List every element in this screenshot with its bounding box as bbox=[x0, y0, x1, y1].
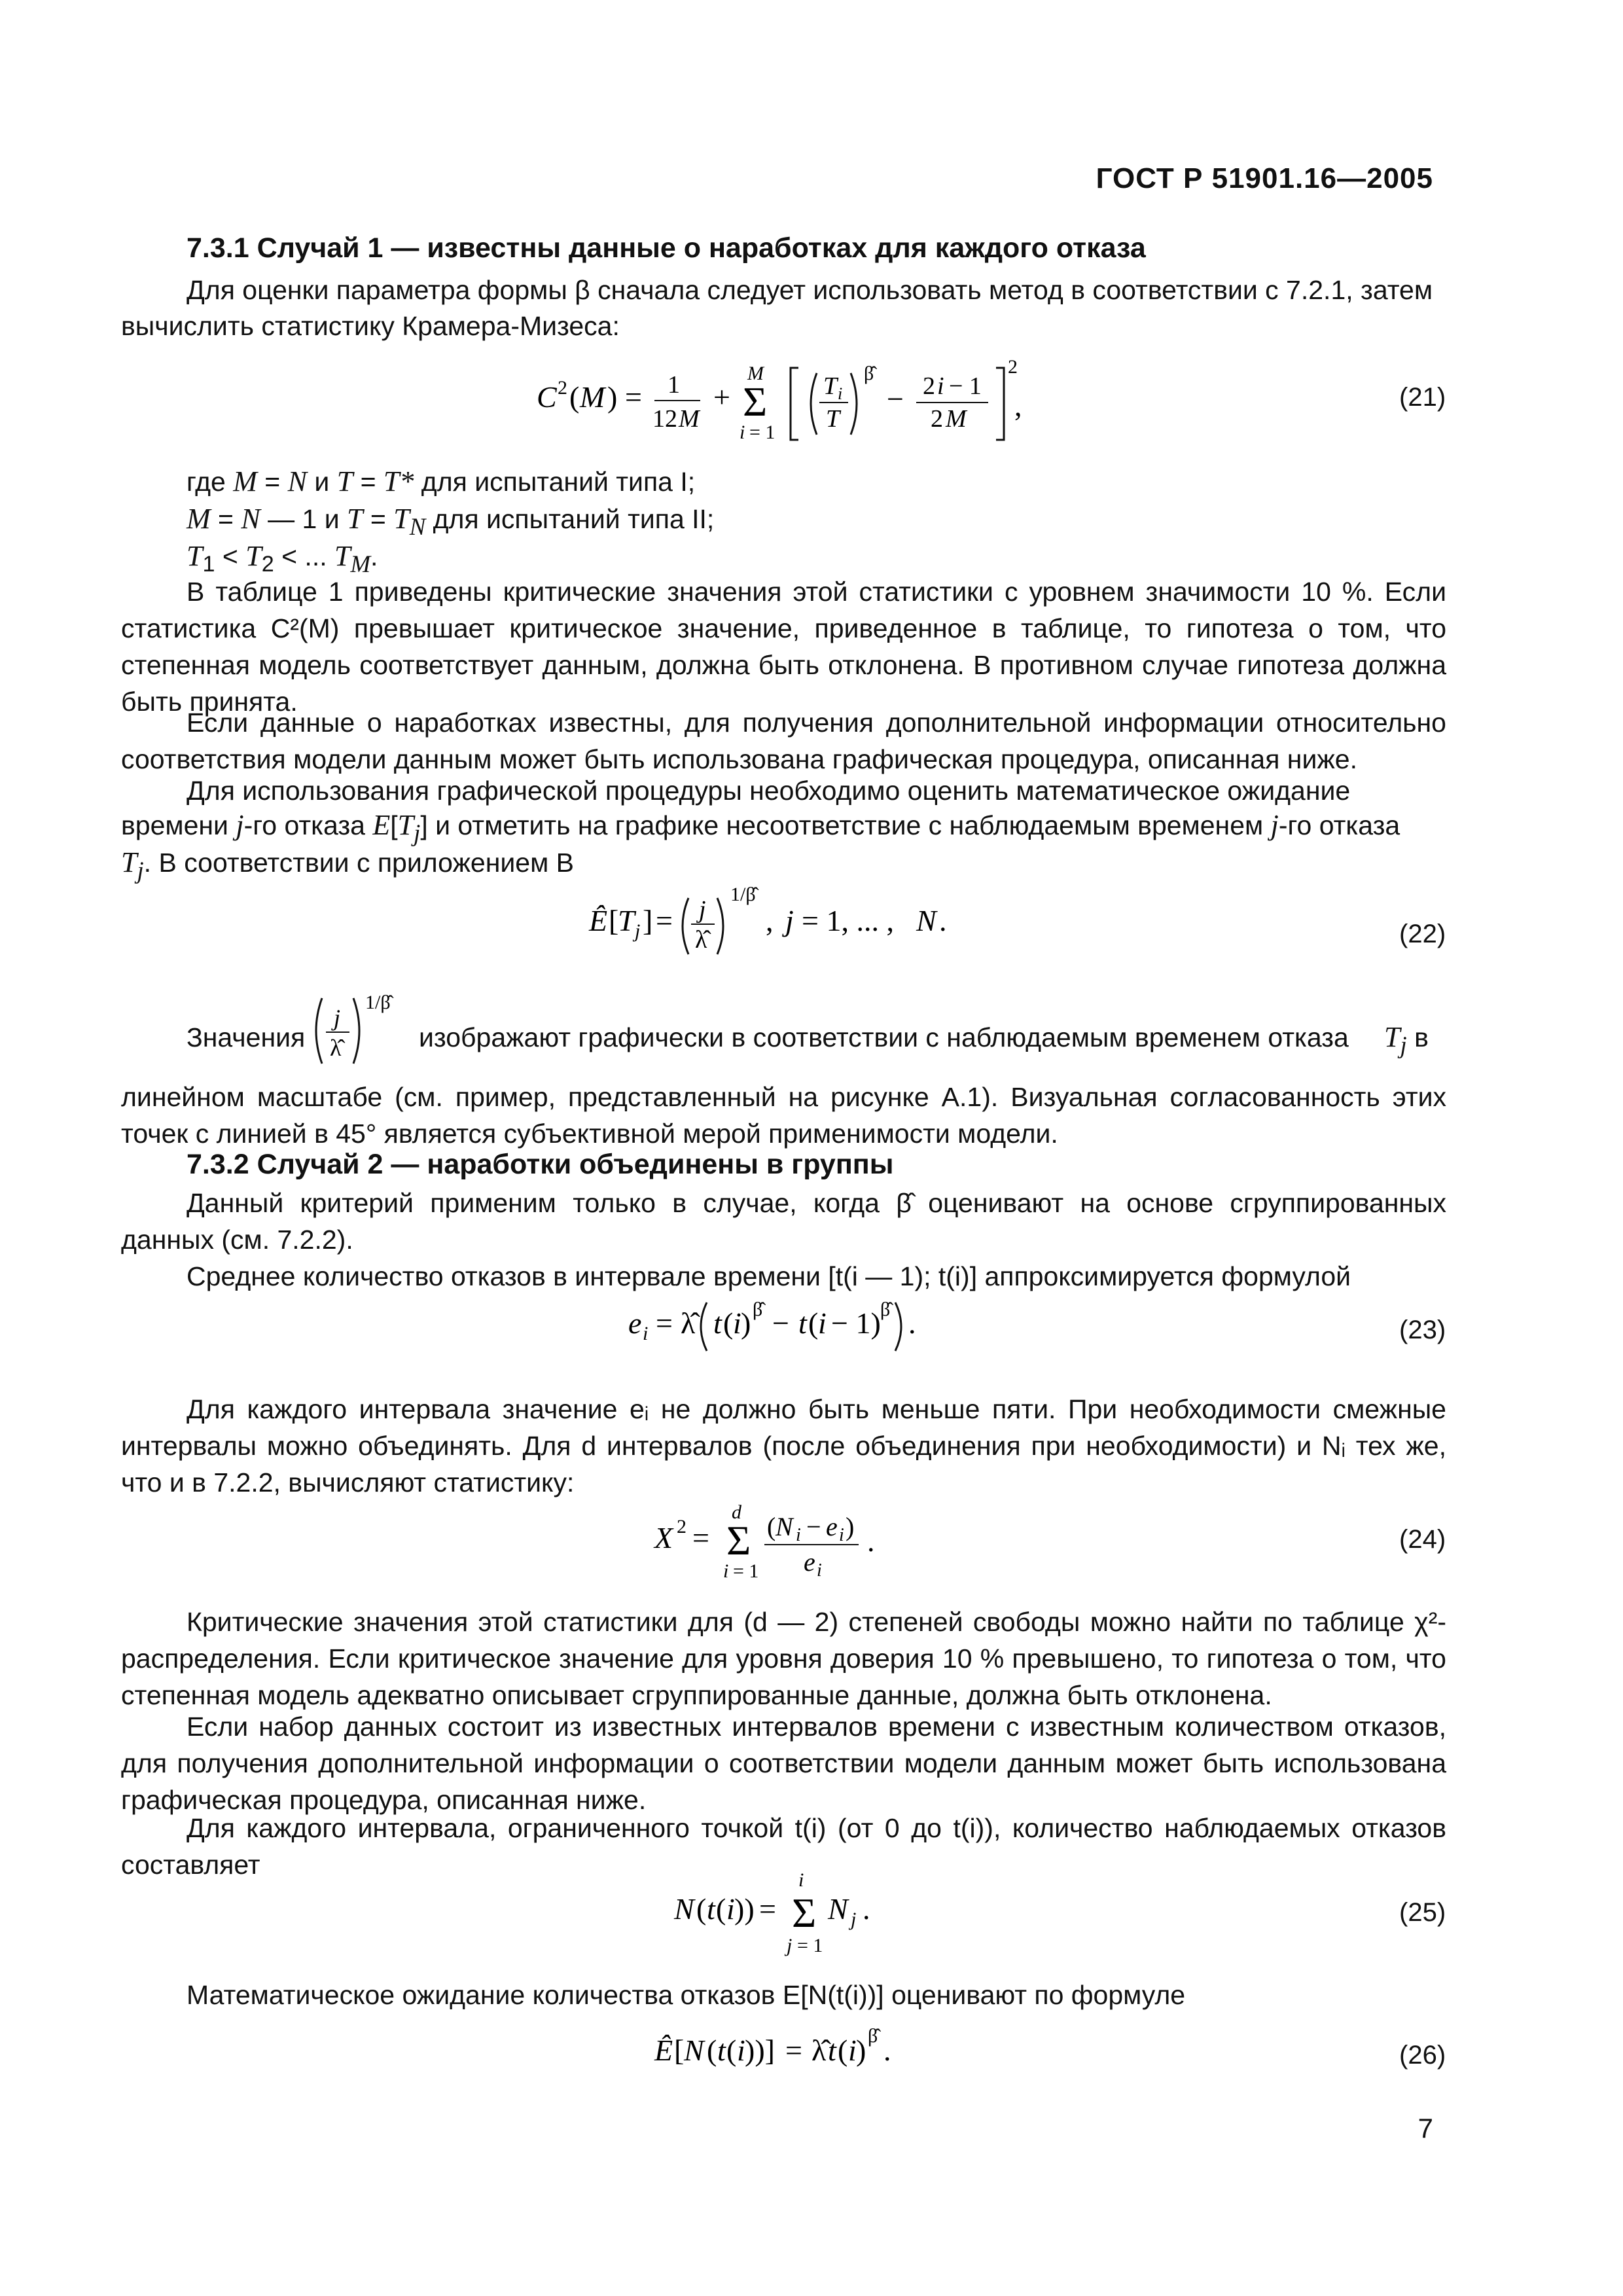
svg-text:): ) bbox=[856, 2034, 866, 2067]
svg-text:=: = bbox=[625, 380, 642, 414]
svg-text:)): )) bbox=[734, 1892, 755, 1926]
svg-text:Ê: Ê bbox=[589, 904, 608, 937]
svg-text:2: 2 bbox=[1008, 356, 1018, 378]
svg-text:i: i bbox=[740, 422, 745, 443]
svg-text:β̂: β̂ bbox=[864, 363, 874, 384]
svg-text:i: i bbox=[737, 2034, 745, 2067]
svg-text:j: j bbox=[635, 920, 641, 942]
svg-text:=: = bbox=[759, 1892, 776, 1926]
paragraph-table-1: В таблице 1 приведены критические значения этой статистики с уровнем значимости 10 %. Если статистика C²(M) превышает критическое значение, приведенное в таблице, то гипотеза о том, что степенная модель соответствует данным, должна быть отклонена. В противном случае гипотеза должна быть принята. bbox=[121, 577, 1446, 717]
svg-text:N: N bbox=[916, 904, 936, 937]
svg-text:,: , bbox=[1014, 389, 1022, 422]
svg-text:T: T bbox=[823, 372, 838, 400]
svg-text:.: . bbox=[883, 2034, 891, 2067]
svg-text:i: i bbox=[723, 1560, 729, 1582]
svg-text:j: j bbox=[699, 896, 706, 924]
svg-text:M: M bbox=[580, 380, 605, 414]
svg-text:]: ] bbox=[643, 904, 653, 937]
svg-text:λ̂: λ̂ bbox=[695, 926, 707, 954]
svg-text:(: ( bbox=[696, 1892, 707, 1926]
svg-text:(: ( bbox=[808, 1306, 819, 1340]
svg-text:λ̂: λ̂ bbox=[812, 2034, 827, 2067]
svg-text:i: i bbox=[817, 1560, 822, 1581]
paragraph-linear-scale: линейном масштабе (см. пример, представленный на рисунке А.1). Визуальная согласованность этих точек с линией в 45° является субъективной мерой применимости модели. bbox=[121, 1082, 1446, 1149]
svg-text:t: t bbox=[828, 2034, 836, 2067]
section-heading-731: 7.3.1 Случай 1 — известны данные о наработках для каждого отказа bbox=[187, 232, 1146, 264]
svg-text:(: ( bbox=[723, 1306, 734, 1340]
svg-text:− 1): − 1) bbox=[831, 1306, 881, 1340]
where-line-2: M = N — 1 и $T = T_N$ для испытаний типа II; bbox=[187, 503, 715, 540]
equation-23-number: (23) bbox=[1399, 1316, 1446, 1344]
svg-text:i: i bbox=[838, 384, 843, 403]
svg-text:β̂: β̂ bbox=[868, 2025, 878, 2047]
paragraph-grouped-criterion: Данный критерий применим только в случае, когда β̂ оценивают на основе сгруппированных данных (см. 7.2.2). bbox=[121, 1188, 1446, 1255]
svg-text:−: − bbox=[806, 1512, 821, 1541]
svg-text:i: i bbox=[848, 2034, 857, 2067]
svg-text:−: − bbox=[772, 1306, 789, 1340]
svg-text:e: e bbox=[628, 1306, 642, 1340]
svg-text:))]: ))] bbox=[745, 2034, 775, 2067]
paragraph-expectation-b: времени j-го отказа $E[T_j]$ и отметить на графике несоответствие с наблюдаемым временем j-го отказа bbox=[121, 809, 1400, 846]
svg-text:.: . bbox=[867, 1524, 875, 1558]
svg-text:=: = bbox=[656, 1306, 673, 1340]
document-number: ГОСТ Р 51901.16—2005 bbox=[1096, 162, 1433, 194]
svg-text:T: T bbox=[618, 904, 635, 937]
svg-text:(: ( bbox=[707, 2034, 717, 2067]
svg-text:Σ: Σ bbox=[726, 1517, 751, 1564]
svg-text:1/β̂: 1/β̂ bbox=[365, 992, 391, 1013]
svg-text:β̂: β̂ bbox=[880, 1299, 891, 1320]
svg-text:[: [ bbox=[674, 2034, 685, 2067]
svg-text:2: 2 bbox=[923, 372, 935, 400]
svg-text:i: i bbox=[733, 1306, 741, 1340]
svg-text:j: j bbox=[785, 904, 794, 937]
svg-text:t: t bbox=[713, 1306, 722, 1340]
equation-22-number: (22) bbox=[1399, 920, 1446, 948]
svg-text:1: 1 bbox=[668, 371, 680, 399]
svg-text:[: [ bbox=[609, 904, 619, 937]
intro-line-2: вычислить статистику Крамера-Мизеса: bbox=[121, 311, 620, 341]
equation-21-number: (21) bbox=[1399, 383, 1446, 412]
svg-text:M: M bbox=[946, 405, 967, 433]
paragraph-expectation-c: $T_j$. В соответствии с приложением В bbox=[121, 846, 574, 884]
section-heading-732: 7.3.2 Случай 2 — наработки объединены в группы bbox=[187, 1149, 894, 1180]
svg-text:i: i bbox=[818, 1306, 827, 1340]
svg-text:t: t bbox=[717, 2034, 726, 2067]
svg-text:λ̂: λ̂ bbox=[681, 1306, 696, 1340]
svg-text:i: i bbox=[798, 1869, 804, 1891]
svg-text:): ) bbox=[741, 1306, 751, 1340]
values-middle: изображают графически в соответствии с наблюдаемым временем отказа bbox=[419, 1022, 1349, 1052]
svg-text:Σ: Σ bbox=[743, 378, 768, 425]
svg-text:): ) bbox=[846, 1512, 855, 1541]
svg-text:(: ( bbox=[716, 1892, 726, 1926]
equation-23 bbox=[615, 1293, 942, 1358]
svg-text:= 1: = 1 bbox=[797, 1935, 823, 1956]
values-suffix: $T_j$ в bbox=[1384, 1021, 1429, 1058]
svg-text:= 1: = 1 bbox=[749, 422, 776, 443]
svg-text:j: j bbox=[334, 1005, 341, 1031]
svg-text:−: − bbox=[887, 382, 904, 416]
svg-text:i: i bbox=[643, 1323, 649, 1344]
paragraph-interval-values: Для каждого интервала значение eᵢ не должно быть меньше пяти. При необходимости смежные интервалы можно объединять. Для d интервалов (после объединения при необходимости) и Nᵢ тех же, что и в 7.2.2, вычисляют статистику: bbox=[121, 1394, 1446, 1498]
svg-text:t: t bbox=[798, 1306, 807, 1340]
svg-text:2: 2 bbox=[931, 405, 943, 433]
equation-24-number: (24) bbox=[1399, 1525, 1446, 1554]
intro-line-1: Для оценки параметра формы β сначала следует использовать метод в соответствии с 7.2.1, затем bbox=[187, 275, 1433, 305]
svg-text:j: j bbox=[787, 1935, 793, 1956]
values-prefix: Значения bbox=[187, 1022, 306, 1052]
svg-text:(: ( bbox=[838, 2034, 848, 2067]
svg-text:X: X bbox=[654, 1521, 673, 1554]
svg-text:i: i bbox=[726, 1892, 735, 1926]
svg-text:N: N bbox=[674, 1892, 694, 1926]
equation-25-number: (25) bbox=[1399, 1898, 1446, 1927]
equation-26-number: (26) bbox=[1399, 2041, 1446, 2070]
svg-text:.: . bbox=[939, 904, 947, 937]
svg-text:N: N bbox=[828, 1892, 848, 1926]
svg-text:Ê: Ê bbox=[654, 2034, 673, 2067]
svg-text:(: ( bbox=[569, 380, 580, 414]
equation-21 bbox=[524, 353, 1047, 452]
svg-text:− 1: − 1 bbox=[949, 372, 982, 400]
paragraph-expected-failures: Математическое ожидание количества отказов E[N(t(i))] оценивают по формуле bbox=[187, 1980, 1186, 2010]
paragraph-critical-values: Критические значения этой статистики для (d — 2) степеней свободы можно найти по таблице χ²- распределения. Если критическое значение для уровня доверия 10 % превышено, то гипотеза о том, что степенная модель адекватно описывает сгруппированные данные, должна быть отклонена. bbox=[121, 1607, 1446, 1710]
equation-24 bbox=[641, 1492, 936, 1590]
paragraph-graphical-1: Если данные о наработках известны, для получения дополнительной информации относительно соответствия модели данным может быть использована графическая процедура, описанная ниже. bbox=[121, 708, 1446, 774]
equation-22 bbox=[576, 877, 969, 962]
svg-text:=: = bbox=[692, 1521, 709, 1554]
svg-text:M: M bbox=[747, 363, 764, 384]
svg-text:β̂: β̂ bbox=[753, 1299, 763, 1320]
svg-text:2: 2 bbox=[558, 377, 567, 399]
svg-text:=: = bbox=[656, 904, 673, 937]
svg-text:e: e bbox=[826, 1512, 838, 1541]
svg-text:,: , bbox=[766, 904, 774, 937]
paragraph-expectation-a: Для использования графической процедуры необходимо оценить математическое ожидание bbox=[187, 776, 1351, 806]
svg-text:(: ( bbox=[767, 1512, 776, 1541]
svg-text:T: T bbox=[826, 405, 840, 433]
paragraph-observed-failures: Для каждого интервала, ограниченного точкой t(i) (от 0 до t(i)), количество наблюдаемых отказов составляет bbox=[121, 1813, 1446, 1880]
svg-text:(: ( bbox=[726, 2034, 737, 2067]
svg-text:N: N bbox=[776, 1512, 793, 1541]
where-line-1: где M = N и T = T* для испытаний типа I; bbox=[187, 465, 696, 497]
svg-text:1/β̂: 1/β̂ bbox=[730, 884, 756, 905]
svg-text:Σ: Σ bbox=[792, 1890, 817, 1936]
svg-text:2: 2 bbox=[677, 1516, 687, 1537]
equation-25 bbox=[668, 1859, 942, 1964]
svg-text:j: j bbox=[851, 1909, 857, 1930]
svg-text:=: = bbox=[785, 2034, 802, 2067]
svg-text:N: N bbox=[684, 2034, 704, 2067]
svg-text:i: i bbox=[796, 1525, 801, 1545]
svg-text:M: M bbox=[679, 405, 700, 433]
page-number: 7 bbox=[1418, 2113, 1433, 2144]
equation-26 bbox=[648, 2016, 942, 2081]
paragraph-dataset-intervals: Если набор данных состоит из известных интервалов времени с известным количеством отказов, для получения дополнительной информации о соответствии модели данным может быть использована графическая процедура, описанная ниже. bbox=[121, 1712, 1446, 1815]
svg-text:.: . bbox=[863, 1892, 870, 1926]
svg-text:+: + bbox=[713, 380, 730, 414]
where-line-3: $T_1 < T_2$ < ... $T_M$. bbox=[187, 540, 378, 577]
svg-text:i: i bbox=[937, 372, 944, 400]
svg-text:): ) bbox=[607, 380, 618, 414]
svg-text:e: e bbox=[804, 1547, 815, 1577]
paragraph-mean-failures: Среднее количество отказов в интервале времени [t(i — 1); t(i)] аппроксимируется формулой bbox=[187, 1261, 1351, 1291]
svg-text:d: d bbox=[732, 1501, 741, 1523]
svg-text:λ̂: λ̂ bbox=[330, 1035, 342, 1061]
svg-text:12: 12 bbox=[652, 405, 677, 433]
svg-text:= 1: = 1 bbox=[733, 1560, 759, 1582]
svg-text:i: i bbox=[839, 1525, 844, 1545]
svg-text:t: t bbox=[707, 1892, 715, 1926]
values-fraction bbox=[308, 985, 406, 1077]
svg-text:C: C bbox=[537, 380, 557, 414]
svg-text:.: . bbox=[908, 1306, 916, 1340]
svg-text:= 1, ... ,: = 1, ... , bbox=[802, 904, 894, 937]
